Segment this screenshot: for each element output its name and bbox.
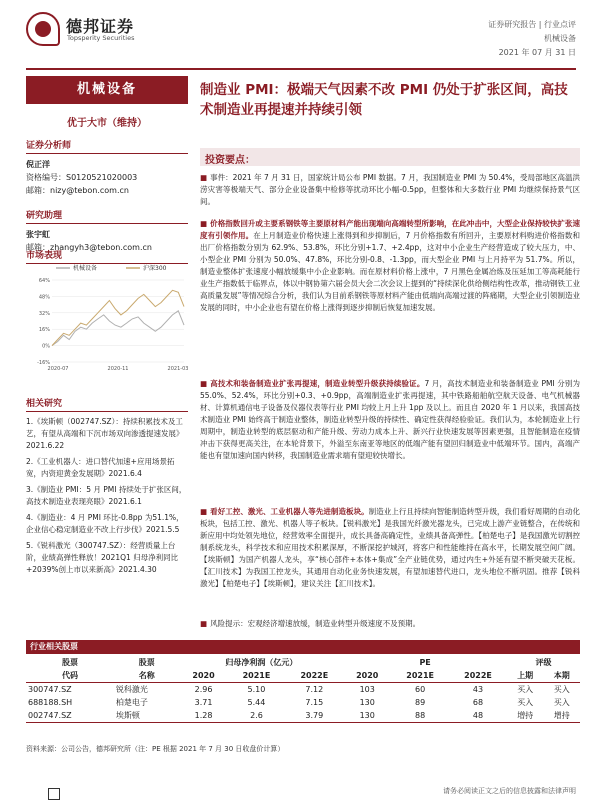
y-tick-label: 16% (38, 327, 50, 334)
cell: 130 (343, 709, 391, 723)
bullet-icon: ■ (200, 619, 208, 628)
cell: 7.15 (305, 698, 324, 707)
cell: 2.96 (194, 685, 213, 694)
cell: 柏楚电子 (115, 698, 148, 707)
bullet-icon: ■ (200, 379, 208, 388)
points-label: 投资要点： (205, 155, 255, 166)
cell: 103 (359, 685, 375, 694)
th-year: 2022E (449, 669, 507, 683)
th-net-profit: 归母净利润（亿元） (225, 658, 298, 667)
report-meta (488, 18, 576, 60)
th-year: 2022E (285, 669, 343, 683)
cell: 增持 (507, 709, 543, 723)
point-risk (200, 618, 580, 630)
bullet-icon: ■ (200, 173, 208, 182)
related-item[interactable]: 5.《锐科激光（300747.SZ）：经营质量上台阶，业绩高弹性释放！2021Q1 归母净利同比+2039%创上市以来新高》2021.4.30 (26, 541, 179, 574)
x-tick-label: 2021-03 (167, 366, 188, 372)
report-industry: 机械设备 (544, 34, 576, 43)
legend-label: 机械设备 (73, 265, 98, 272)
related-title: 相关研究 (26, 399, 63, 409)
point-event-text: 事件：2021 年 7 月 31 日，国家统计局公布 PMI 数据。7 月，我国制造业 PMI 为 50.4%，受局部地区高温洪涝灾害等极端天气、部分企业设备集中检修等扰动环比小幅-0.5pp，但整体和大多数行业 PMI 均继续保持景气区间。 (200, 173, 580, 206)
cell: 48 (449, 709, 507, 723)
series-line-沪深300 (52, 290, 184, 345)
point-stocks (200, 506, 580, 590)
point-price (200, 218, 580, 314)
cell: 锐科激光 (115, 685, 148, 694)
y-tick-label: -16% (37, 360, 50, 366)
th-year: 2020 (180, 669, 228, 683)
th-year: 2021E (391, 669, 449, 683)
cell: 68 (472, 698, 484, 707)
related-research (26, 396, 188, 580)
related-item[interactable]: 3.《制造业 PMI：5 月 PMI 持续处于扩张区间，高技术制造业表现亮眼》2021.6.1 (26, 485, 187, 506)
th-curr: 本期 (543, 669, 580, 683)
chart-x-ticks (48, 366, 188, 372)
cell: 2.6 (227, 709, 285, 723)
th-year: 2021E (227, 669, 285, 683)
y-tick-label: 32% (38, 310, 50, 317)
table-title: 行业相关股票 (26, 640, 580, 654)
assistant-title: 研究助理 (26, 211, 63, 221)
y-tick-label: 0% (42, 343, 50, 350)
analyst-cert: 资格编号：S0120521020003 (26, 173, 138, 182)
table-note: 资料来源：公司公告，德邦研究所（注：PE 根据 2021 年 7 月 30 日收盘价计算） (26, 745, 285, 753)
cell: 5.44 (247, 698, 266, 707)
chart-legend (56, 264, 167, 272)
analyst-email[interactable]: 邮箱：nizy@tebon.com.cn (26, 186, 129, 195)
point-event (200, 172, 580, 208)
market-chart (26, 258, 188, 378)
chart-lines (52, 290, 184, 345)
cell: 60 (415, 685, 426, 694)
assistant-email[interactable]: 邮箱：zhangyh3@tebon.com.cn (26, 243, 152, 252)
divider (26, 411, 188, 412)
th-name: 股票 (138, 658, 155, 667)
th-rating: 评级 (535, 658, 552, 667)
cell: 7.12 (305, 685, 324, 694)
y-tick-label: 64% (38, 278, 50, 284)
brand-logo (26, 12, 176, 48)
rating: 优于大市（维持） (67, 118, 147, 129)
cell: 688188.SH (28, 698, 73, 707)
x-tick-label: 2020-11 (107, 366, 129, 372)
table-row (26, 683, 580, 697)
related-item[interactable]: 2.《工业机器人：进口替代加速+应用场景拓宽，内资迎黄金发展期》2021.6.4 (26, 457, 175, 478)
table-row (26, 696, 580, 709)
trend-title: 市场表现 (26, 251, 63, 261)
report-title: 制造业 PMI：极端天气因素不改 PMI 仍处于扩张区间，高技术制造业再提速并持续引领 (200, 82, 568, 118)
point-hightech-body: 7 月，高技术制造业和装备制造业 PMI 分别为 55.0%、52.4%，环比分别+0.3、+0.9pp，高端制造业扩张再提速，其中铁路船舶航空航天设备、电气机械器材、计算机通信电子设备及仪器仪表等行业 PMI 均较上月上升 1pp 及以上。而且自 2020 年 1 月以来，我国高技术制造业 PMI 始终高于制造业整体，制造业转型升级的持续性、确定性获得经验验证。我们认为，本轮制造业上行周期中，制造业转型的底层驱动和产能升级、劳动力成本上升、新兴行业快速发展等因素更强，且智能制造在疫情冲击下获得更高关注，在本轮背景下，外溢至东南亚等地区的低端产能有望回归制造业中低端环节。国内，高端产能也有望加速向国内转移，我国制造业需求端有望迎较快增长。 (200, 379, 581, 460)
analyst-title: 证券分析师 (26, 141, 72, 151)
cell: 买入 (517, 685, 534, 694)
cell: 002747.SZ (26, 709, 114, 723)
y-tick-label: 48% (38, 294, 50, 301)
x-tick-label: 2020-07 (47, 366, 69, 372)
point-hightech (200, 378, 580, 462)
cell: 43 (472, 685, 484, 694)
points-bar (200, 148, 580, 166)
cell: 1.28 (180, 709, 228, 723)
report-date: 2021 年 07 月 31 日 (498, 48, 576, 57)
cell: 买入 (553, 685, 570, 694)
cell: 增持 (543, 709, 580, 723)
cell: 89 (415, 698, 426, 707)
point-stocks-body: 制造业上行且持续向智能制造转型升级，我们看好周期的自动化板块，包括工控、激光、机器人等子板块。【锐科激光】是我国光纤激光器龙头，已完成上游产业链整合，在传统和新应用中均处领先地位，经营效率全面提升，成长具备高确定性，业绩具备高弹性。【柏楚电子】是我国激光切割控制系统龙头，科学技术和应用技术积累深厚，不断深挖护城河，将客户和性能维持在高水平，长期发展空间广阔。【埃斯顿】为国产机器人龙头，享“核心部件+本体+集成”全产业链优势，通过内生+外延有望不断突破天花板。【汇川技术】为我国工控龙头，其通用自动化业务快速发展，有望加速替代进口，龙头地位不断巩固。推荐【锐科激光】【柏楚电子】【埃斯顿】，建议关注【汇川技术】。 (200, 507, 580, 588)
assistant-name: 张宇虹 (26, 230, 50, 239)
brand-name-cn: 德邦证券 (66, 17, 135, 36)
series-line-机械设备 (52, 311, 184, 346)
th-year: 2020 (343, 669, 391, 683)
point-hightech-head: 高技术和装备制造业扩张再提速，制造业转型升级获持续验证。 (210, 379, 425, 388)
brand-name-en: Topsperity Securities (67, 34, 135, 42)
point-price-head: 价格指数回升或主要系钢铁等主要原材料产能出现端向高端转型所影响，在此冲击中，大型企业保持较快扩张速度有引领作用。 (200, 219, 580, 240)
cell: 300747.SZ (28, 685, 72, 694)
point-stocks-head: 看好工控、激光、工业机器人等先进制造板块。 (210, 507, 369, 516)
divider (26, 153, 188, 154)
logo-mark-icon (26, 12, 60, 46)
cell: 买入 (517, 698, 534, 707)
footer-disclaimer: 请务必阅读正文之后的信息披露和法律声明 (443, 787, 576, 795)
chart-y-ticks (37, 278, 50, 366)
th-code: 股票 (61, 658, 78, 667)
table-row (26, 709, 580, 723)
cell: 3.79 (285, 709, 343, 723)
th-name-2: 名称 (114, 669, 180, 683)
report-type: 证券研究报告 | 行业点评 (488, 20, 576, 29)
header-divider (26, 68, 576, 70)
bullet-icon: ■ (200, 507, 208, 516)
stock-table (26, 656, 580, 723)
cell: 5.10 (247, 685, 266, 694)
cell: 埃斯顿 (114, 709, 180, 723)
industry-box: 机械设备 (26, 76, 188, 104)
cell: 买入 (553, 698, 570, 707)
cell: 88 (391, 709, 449, 723)
th-prev: 上期 (507, 669, 543, 683)
related-item[interactable]: 1.《埃斯顿（002747.SZ）：持续积累技术及工艺，有望从高端和下沉市场双向渗透提速发展》2021.6.22 (26, 417, 184, 450)
related-item[interactable]: 4.《制造业：4 月 PMI 环比-0.8pp 为51.1%，企业信心稳定制造业不改上行步伐》2021.5.5 (26, 513, 184, 534)
th-pe: PE (419, 658, 431, 667)
cell: 3.71 (194, 698, 213, 707)
point-risk-text: 风险提示：宏观经济增速放缓，制造业转型升级速度不及预期。 (210, 619, 421, 628)
analyst-name: 倪正洋 (26, 160, 50, 169)
th-code-2: 代码 (26, 669, 114, 683)
cell: 130 (359, 698, 375, 707)
legend-label: 沪深300 (143, 265, 167, 272)
chart-grid (52, 280, 184, 362)
divider (26, 223, 188, 224)
bullet-icon: ■ (200, 219, 208, 228)
analyst-section (26, 138, 188, 197)
qr-code-icon (48, 788, 60, 800)
point-price-body: 在上月制造业价格快速上涨得到和步抑制后，7 月价格指数有所回升，主要原材料购进价格指数和出厂价格指数分别为 62.9%、53.8%，环比分别+1.7、+2.4pp，这对中小企业生产经营造成了较大压力，中、小型企业 PMI 分别为 50.0%、47.8%，环比分别-0.8、-1.3pp，而大型企业 PMI 与上月持平为 51.7%。所以，制造业整体扩张速度小幅放缓集中小企业影响。而在原材料价格上涨中，7 月黑色金属冶炼及压延加工等高耗能行业生产指数低于临界点，体以中钢协第六届会员大会二次会议上提到的“持续深化供给侧结构性改革，推动钢铁工业高质量发展”等情况综合分析，我们认为目前系钢铁等原材料产能由低端向高端过渡的阵痛期，大型企业引领制造业发展的同时，中小企业也有望在价格上涨得到逐步抑制后恢复加速发展。 (200, 231, 580, 312)
